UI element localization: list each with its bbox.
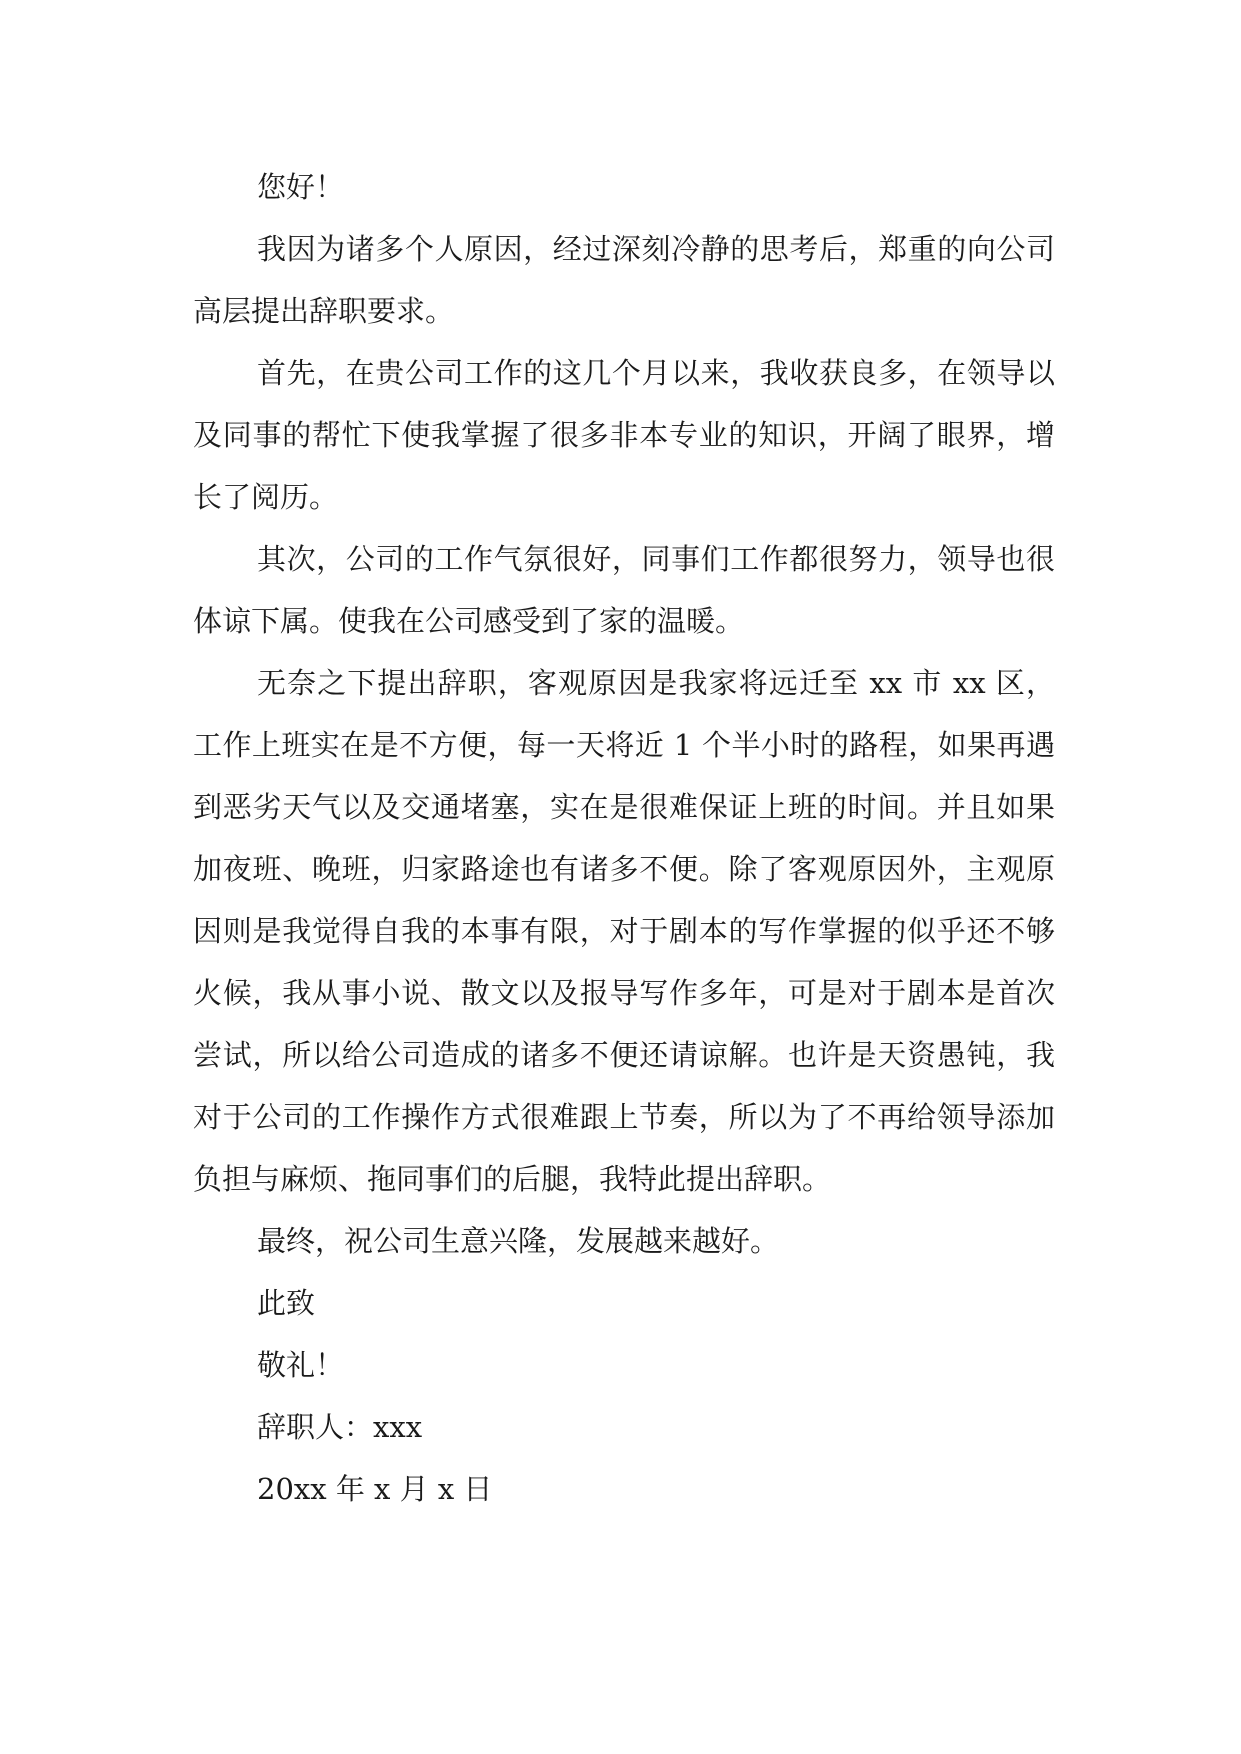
salutation-jing-li: 敬礼！ (257, 1348, 345, 1382)
greeting: 您好！ (257, 170, 345, 204)
closing-wish: 最终，祝公司生意兴隆，发展越来越好。 (257, 1224, 780, 1258)
salutation-ci-zhi: 此致 (257, 1286, 316, 1320)
paragraph-reason: 我因为诸多个人原因，经过深刻冷静的思考后，郑重的向公司高层提出辞职要求。 (193, 232, 1055, 328)
date: 20xx 年 x 月 x 日 (257, 1472, 493, 1506)
paragraph-atmosphere: 其次，公司的工作气氛很好，同事们工作都很努力，领导也很体谅下属。使我在公司感受到了家的温暖。 (193, 542, 1055, 638)
letter-body (193, 156, 1055, 1520)
signature: 辞职人：xxx (257, 1410, 423, 1444)
paragraph-gratitude: 首先，在贵公司工作的这几个月以来，我收获良多，在领导以及同事的帮忙下使我掌握了很多非本专业的知识，开阔了眼界，增长了阅历。 (193, 356, 1055, 514)
paragraph-explanation: 无奈之下提出辞职，客观原因是我家将远迁至 xx 市 xx 区，工作上班实在是不方便，每一天将近 1 个半小时的路程，如果再遇到恶劣天气以及交通堵塞，实在是很难保证上班的时间。并且如果加夜班、晚班，归家路途也有诸多不便。除了客观原因外，主观原因则是我觉得自我的本事有限，对于剧本的写作掌握的似乎还不够火候，我从事小说、散文以及报导写作多年，可是对于剧本是首次尝试，所以给公司造成的诸多不便还请谅解。也许是天资愚钝，我对于公司的工作操作方式很难跟上节奏，所以为了不再给领导添加负担与麻烦、拖同事们的后腿，我特此提出辞职。 (193, 666, 1055, 1196)
